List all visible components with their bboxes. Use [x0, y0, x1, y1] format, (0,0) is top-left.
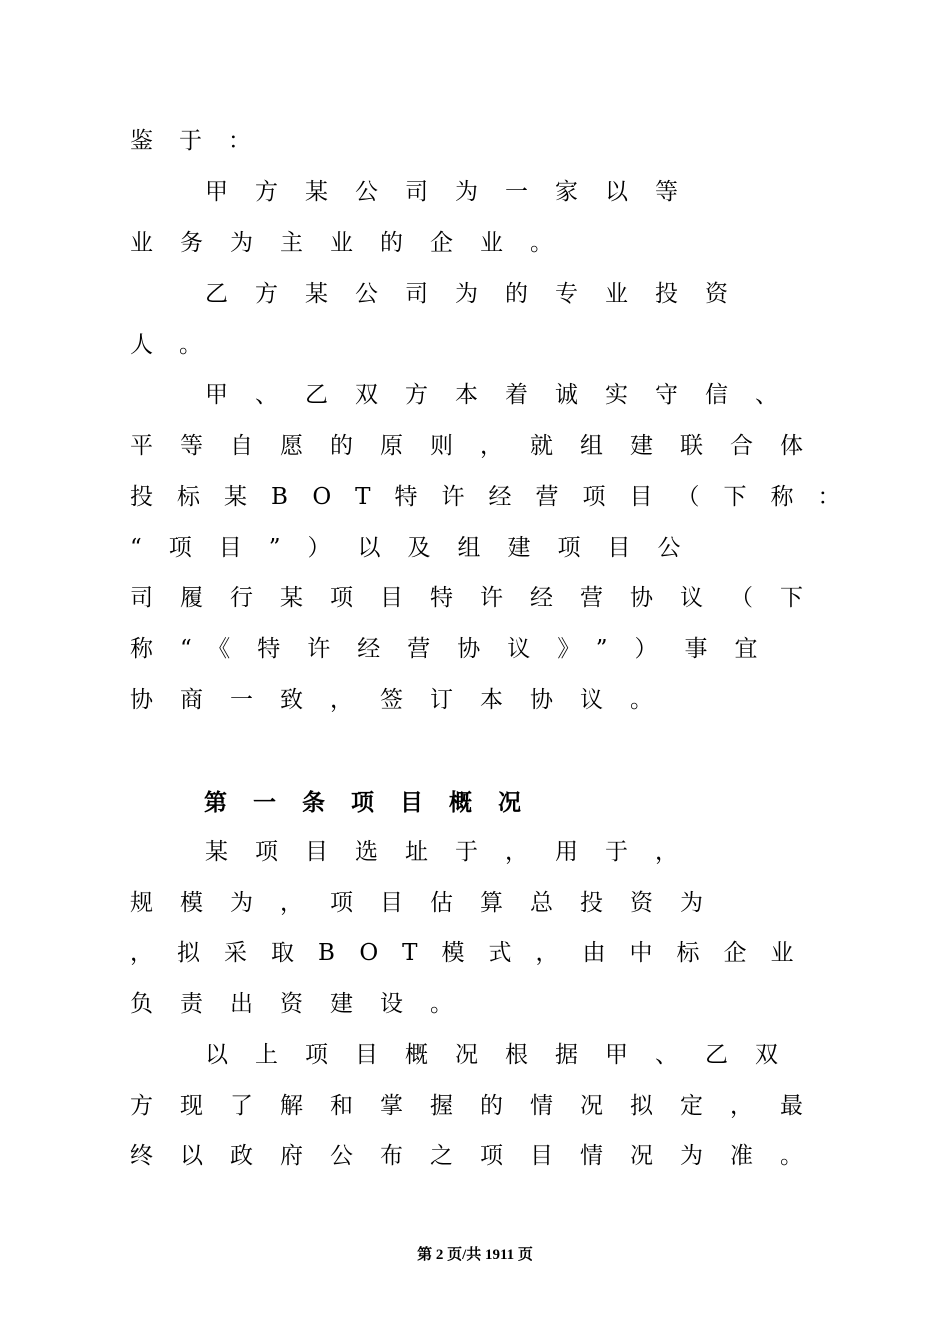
- text-line: [205, 172, 800, 212]
- text-line: [130, 528, 800, 568]
- text-line: [130, 426, 830, 466]
- text-line: [130, 1136, 830, 1176]
- text-line: [205, 274, 800, 314]
- text-line-content: 司履行某项目特许经营协议（下: [130, 585, 830, 611]
- text-line: [130, 933, 818, 973]
- text-line-content: 方现了解和掌握的情况拟定，最: [130, 1093, 830, 1119]
- text-line: [130, 1086, 830, 1126]
- text-line-content: 人。: [130, 332, 228, 358]
- text-line: [130, 325, 800, 365]
- text-line: [130, 223, 800, 263]
- text-line-content: 称“《特许经营协议》”）事宜: [130, 636, 785, 662]
- text-line: [205, 832, 835, 872]
- text-line-content: 鉴于：: [130, 128, 277, 154]
- text-line: [130, 680, 800, 720]
- text-line: [130, 629, 800, 669]
- section-heading-text: 第一条项目概况: [204, 788, 547, 816]
- text-line: [130, 883, 800, 923]
- text-line: [130, 578, 830, 618]
- text-line-content: 业务为主业的企业。: [130, 230, 580, 256]
- text-line-content: 负责出资建设。: [130, 991, 480, 1017]
- text-line-content: 甲方某公司为一家以等: [205, 179, 705, 205]
- text-line-content: 规模为，项目估算总投资为: [130, 890, 730, 916]
- text-line-content: 乙方某公司为的专业投资: [205, 281, 755, 307]
- text-line: [205, 375, 805, 415]
- text-line: [130, 984, 800, 1024]
- text-line-content: 终以政府公布之项目情况为准。: [130, 1143, 830, 1169]
- section-heading: [204, 780, 569, 820]
- text-line: [130, 477, 865, 517]
- text-line-content: 协商一致，签订本协议。: [130, 687, 680, 713]
- text-line-content: 平等自愿的原则，就组建联合体: [130, 433, 830, 459]
- text-line-content: 以上项目概况根据甲、乙双: [205, 1042, 805, 1068]
- text-line-content: ，拟采取BOT模式，由中标企业: [130, 940, 818, 966]
- text-line-content: 投标某BOT特许经营项目（下称：: [130, 484, 865, 510]
- text-line: [205, 1035, 805, 1075]
- text-line-content: 某项目选址于，用于，: [205, 839, 705, 865]
- text-line: [130, 121, 800, 161]
- text-line-content: “项目”）以及组建项目公: [130, 535, 708, 561]
- text-line-content: 甲、乙双方本着诚实守信、: [205, 382, 805, 408]
- page-number-footer: 第 2 页/共 1911 页: [417, 1247, 533, 1263]
